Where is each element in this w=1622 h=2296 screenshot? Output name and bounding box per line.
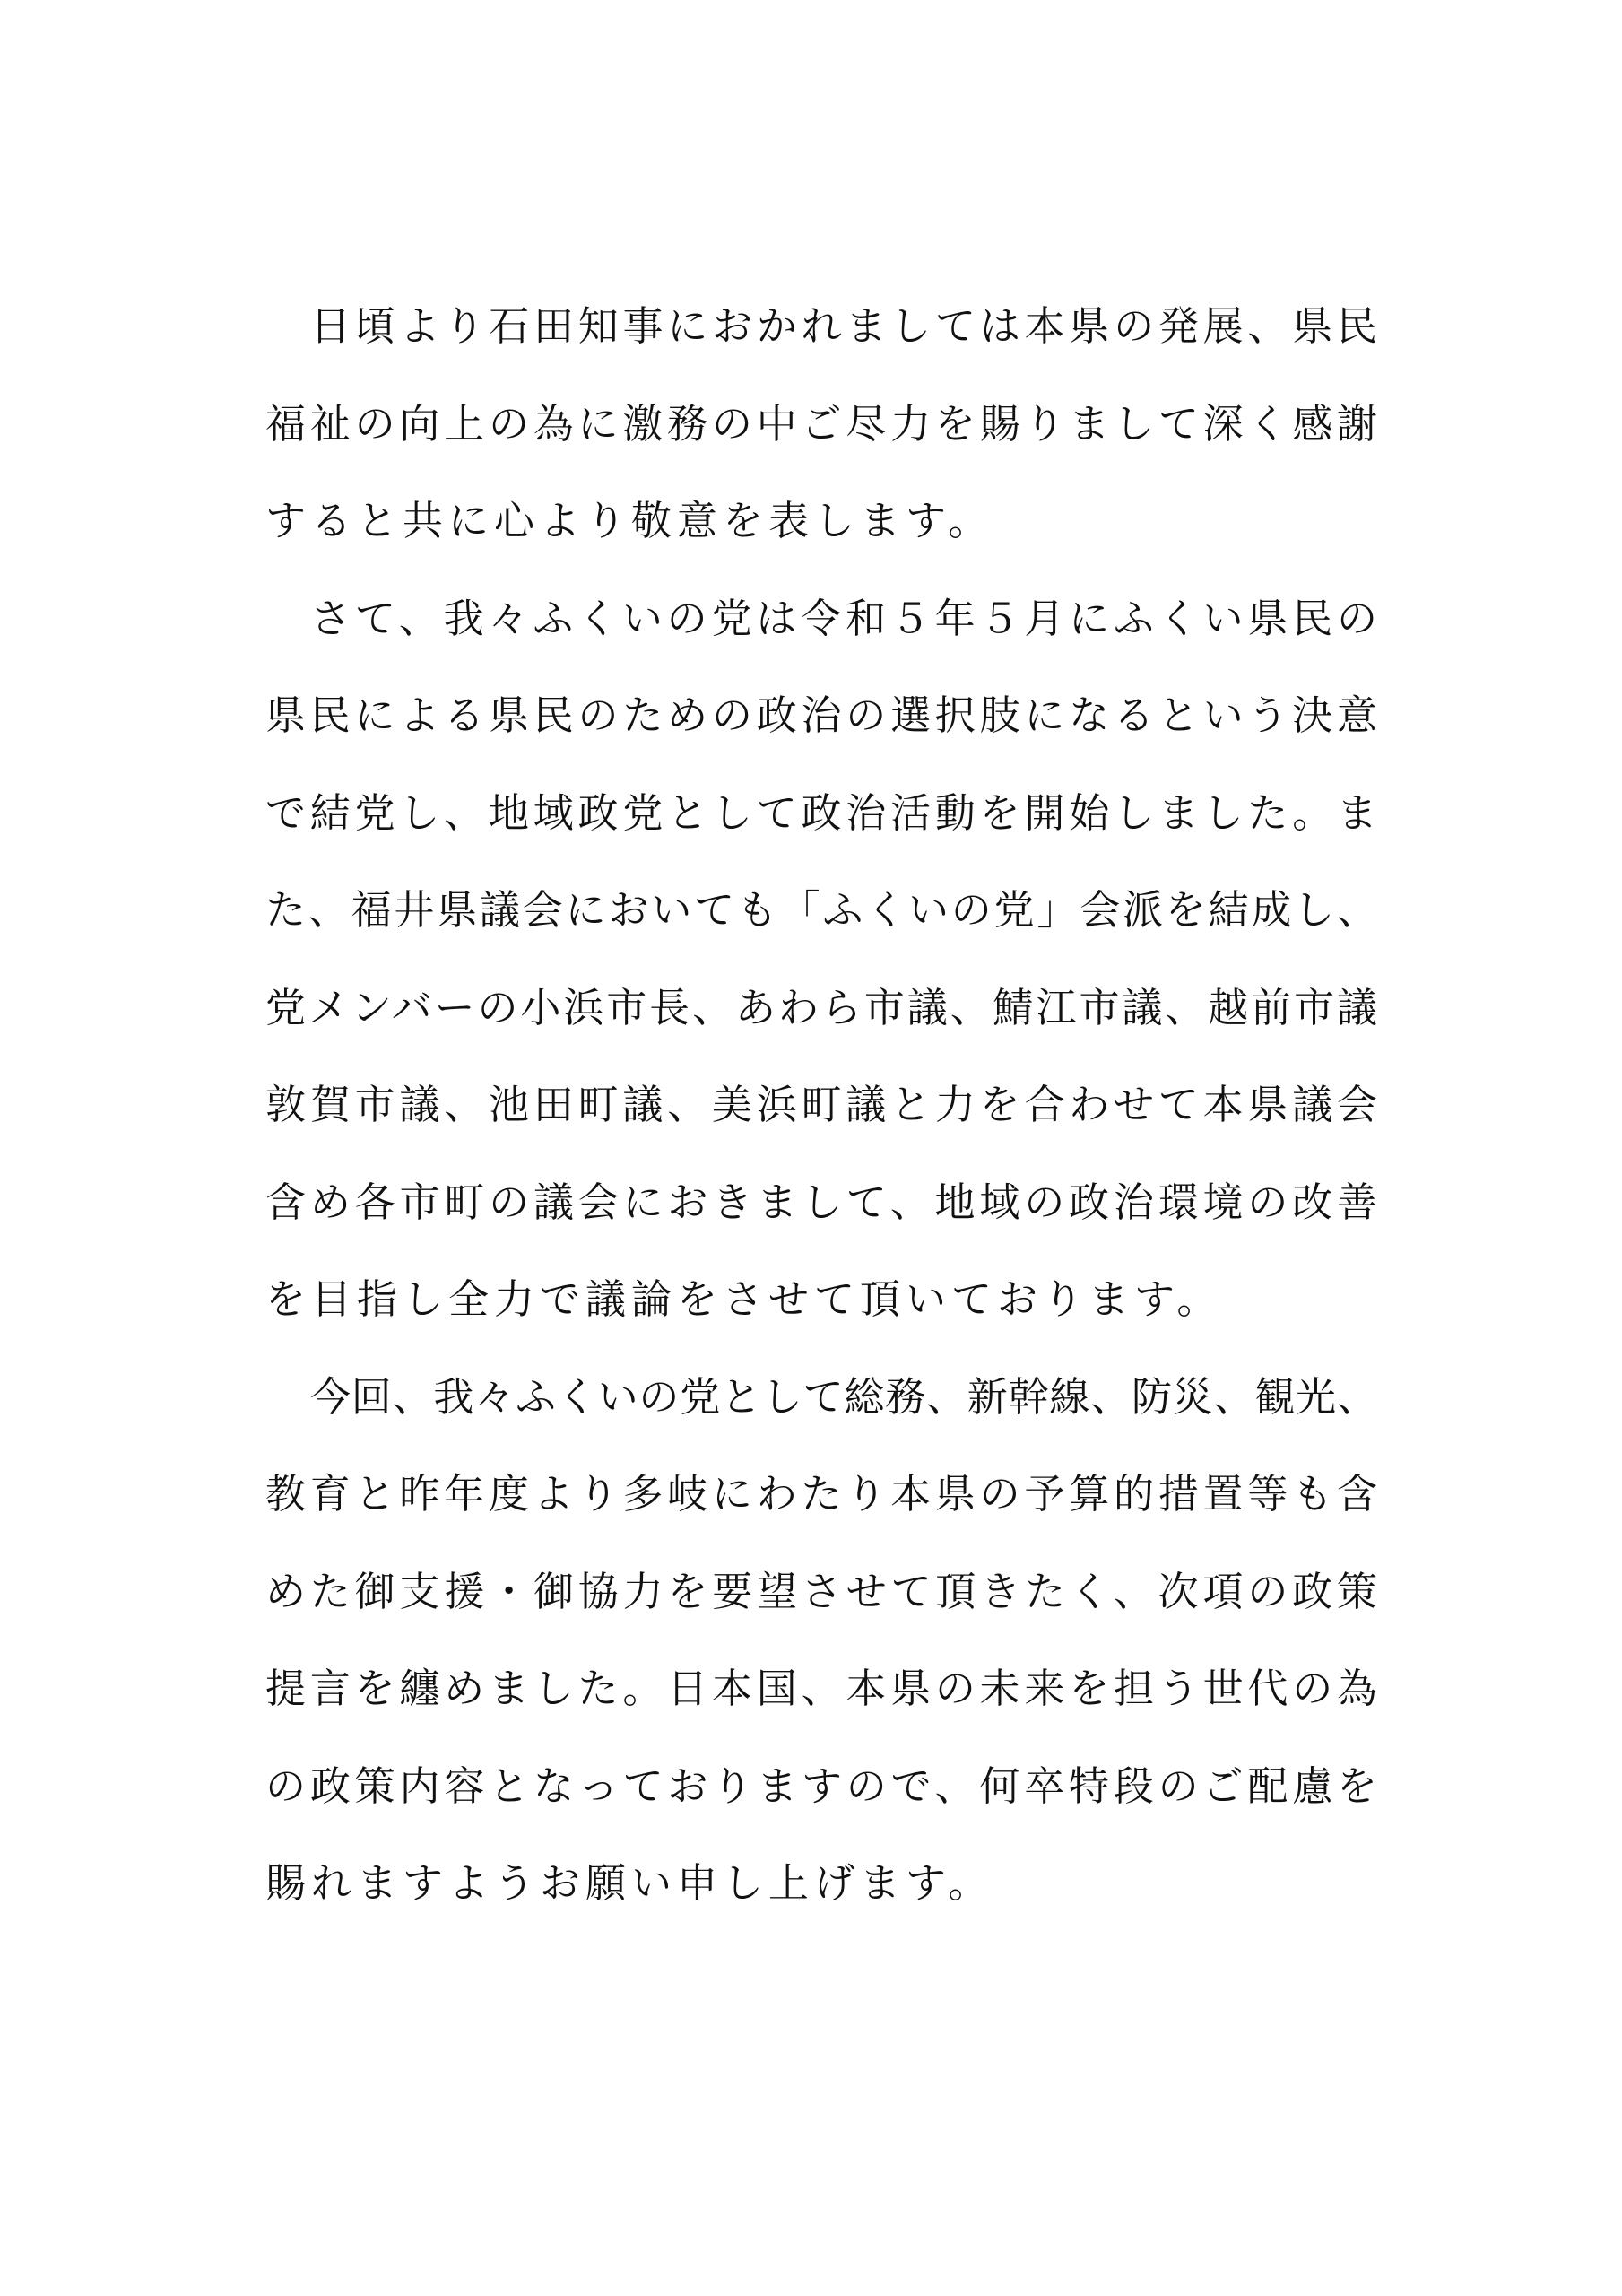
text-line: 提言を纏めました。日本国、本県の未来を担う世代の為 (265, 1665, 1377, 1712)
text-line: で結党し、地域政党として政治活動を開始しました。ま (265, 788, 1377, 837)
text-line: 今回、我々ふくいの党として総務、新幹線、防災、観光、 (310, 1372, 1377, 1421)
text-line: 賜れますようお願い申し上げます。 (265, 1859, 994, 1907)
text-line: 含め各市町の議会におきまして、地域の政治環境の改善 (265, 1178, 1377, 1226)
text-line: の政策内容となっておりますので、何卒特段のご配慮を (265, 1761, 1377, 1810)
text-line: すると共に心より敬意を表します。 (265, 497, 994, 544)
text-line: 教育と昨年度より多岐にわたり本県の予算的措置等も含 (265, 1470, 1377, 1518)
text-line: 党メンバーの小浜市長、あわら市議、鯖江市議、越前市議 (265, 983, 1377, 1031)
text-line: た、福井県議会においても「ふくいの党」会派を結成し、 (265, 886, 1377, 934)
paragraph-3 (265, 1349, 1377, 1933)
text-line: 県民による県民のための政治の選択肢になるという決意 (265, 691, 1377, 739)
text-line: 福祉の向上の為に激務の中ご尽力を賜りまして深く感謝 (265, 399, 1377, 448)
paragraph-1 (265, 278, 1377, 570)
text-line: さて、我々ふくいの党は令和５年５月にふくい県民の (310, 594, 1377, 642)
text-line: 敦賀市議、池田町議、美浜町議と力を合わせて本県議会 (265, 1081, 1377, 1128)
text-line: めた御支援・御協力を要望させて頂きたく、次項の政策 (265, 1567, 1377, 1615)
text-line: を目指し全力で議論をさせて頂いております。 (265, 1275, 1223, 1323)
text-line: 日頃より石田知事におかれましては本県の発展、県民 (310, 302, 1377, 350)
document-body (265, 278, 1377, 1933)
paragraph-2 (265, 570, 1377, 1349)
